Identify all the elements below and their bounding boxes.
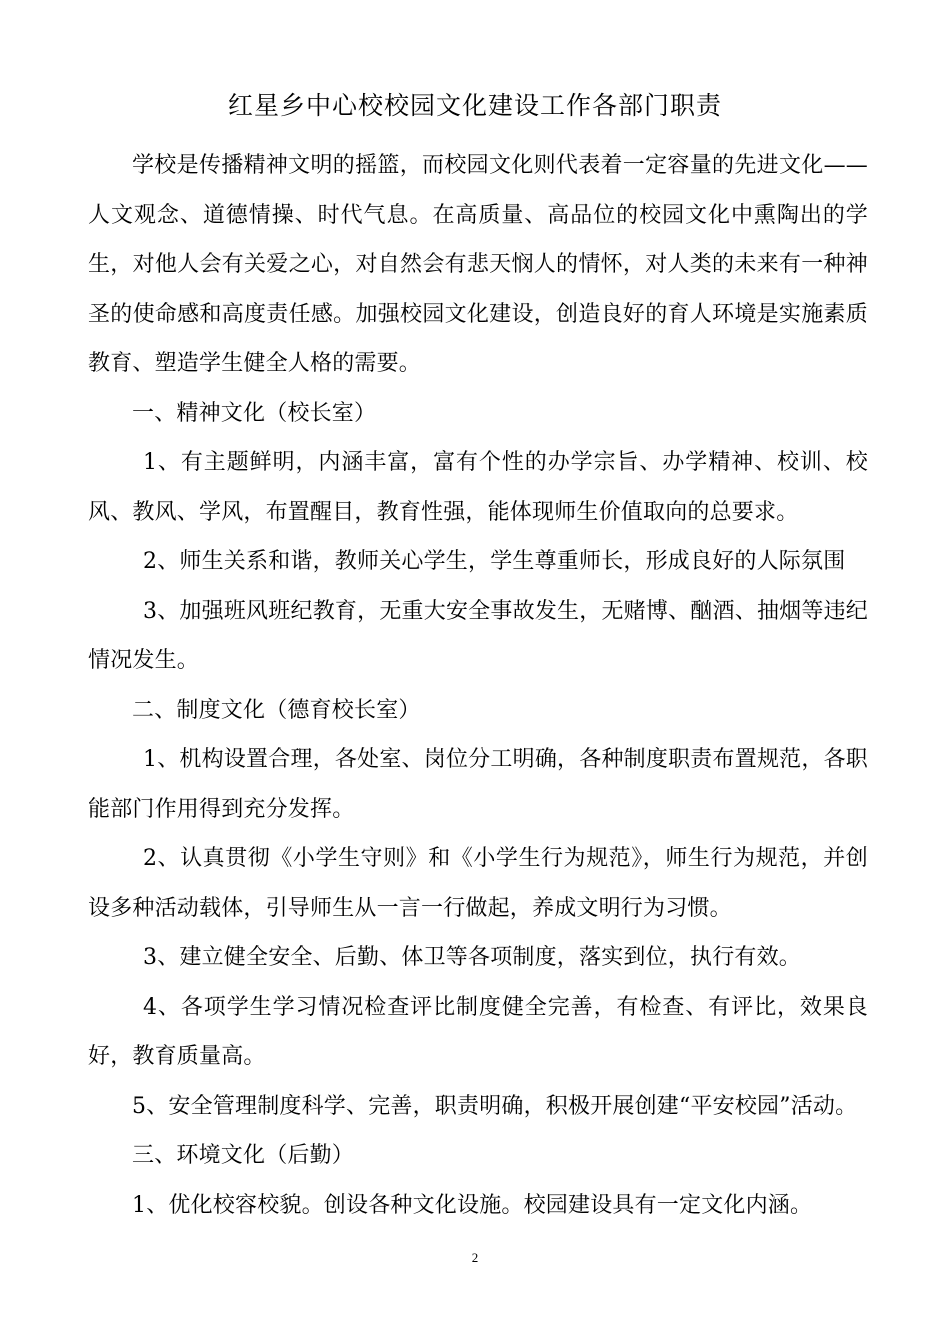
- page-number: 2: [471, 1250, 479, 1265]
- system-item-3: 3、建立健全安全、后勤、体卫等各项制度，落实到位，执行有效。: [143, 945, 801, 970]
- spirit-item-2: 2、师生关系和谐，教师关心学生，学生尊重师长，形成良好的人际氛围: [143, 549, 846, 574]
- system-item-4: 4、各项学生学习情况检查评比制度健全完善，有检查、有评比，效果良好，教育质量高。: [88, 994, 868, 1069]
- document-title: 红星乡中心校校园文化建设工作各部门职责: [227, 91, 722, 120]
- section-heading-system-culture: 二、制度文化（德育校长室）: [132, 697, 421, 723]
- system-item-1: 1、机构设置合理，各处室、岗位分工明确，各种制度职责布置规范，各职能部门作用得到充分发挥。: [88, 747, 868, 822]
- section-heading-spirit-culture: 一、精神文化（校长室）: [132, 400, 377, 426]
- spirit-item-1: 1、有主题鲜明，内涵丰富，富有个性的办学宗旨、办学精神、校训、校风、教风、学风，布置醒目，教育性强，能体现师生价值取向的总要求。: [88, 450, 868, 525]
- document-body: [88, 141, 868, 1230]
- system-item-5: 5、安全管理制度科学、完善，职责明确，积极开展创建“平安校园”活动。: [132, 1093, 858, 1119]
- environment-item-1: 1、优化校容校貌。创设各种文化设施。校园建设具有一定文化内涵。: [132, 1192, 813, 1218]
- system-item-2: 2、认真贯彻《小学生守则》和《小学生行为规范》，师生行为规范，并创设多种活动载体，引导师生从一言一行做起，养成文明行为习惯。: [88, 846, 868, 921]
- spirit-item-3: 3、加强班风班纪教育，无重大安全事故发生，无赌博、酗酒、抽烟等违纪情况发生。: [88, 598, 868, 673]
- section-heading-environment-culture: 三、环境文化（后勤）: [132, 1143, 355, 1168]
- intro-paragraph: 学校是传播精神文明的摇篮，而校园文化则代表着一定容量的先进文化——人文观念、道德情操、时代气息。在高质量、高品位的校园文化中熏陶出的学生，对他人会有关爱之心，对自然会有悲天悯人的情怀，对人类的未来有一种神圣的使命感和高度责任感。加强校园文化建设，创造良好的育人环境是实施素质教育、塑造学生健全人格的需要。: [88, 153, 868, 376]
